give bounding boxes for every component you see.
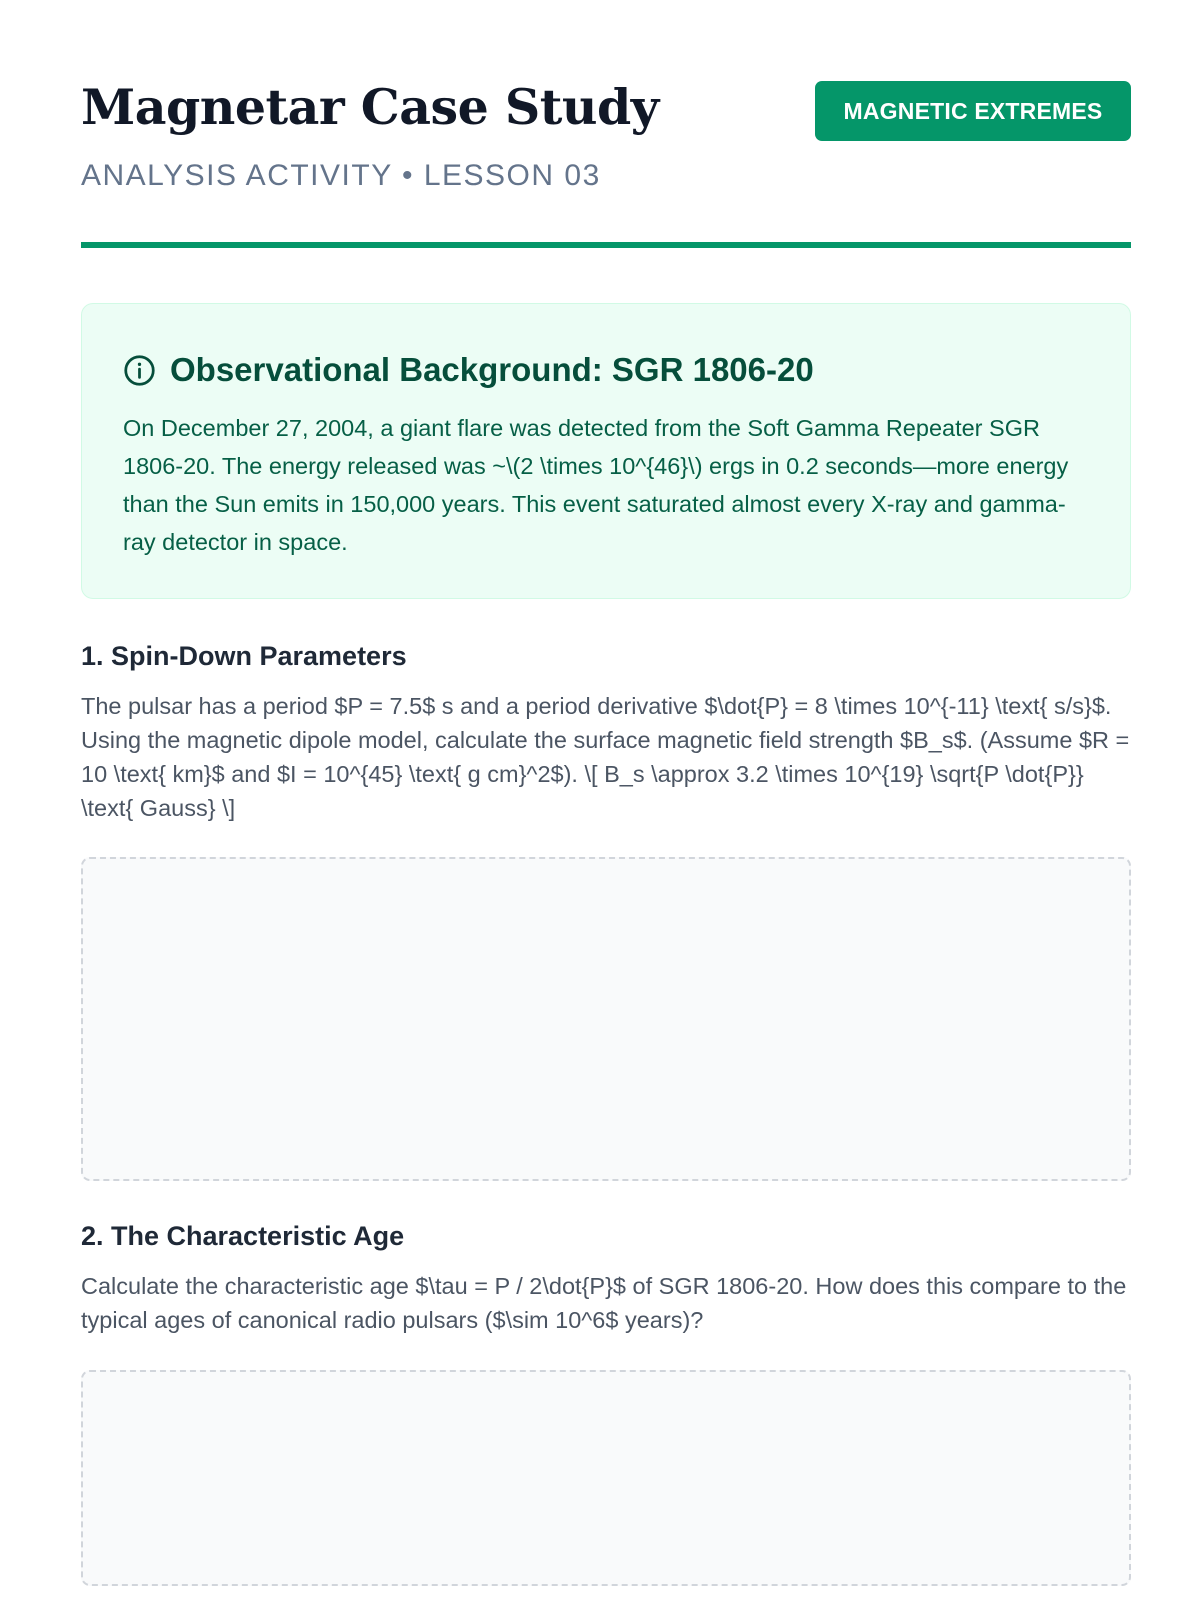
question-2 [81, 1221, 1131, 1337]
answer-area-1[interactable] [81, 857, 1131, 1181]
background-callout [81, 303, 1131, 599]
question-2-title: 2. The Characteristic Age [81, 1221, 405, 1251]
page-subtitle: ANALYSIS ACTIVITY • LESSON 03 [81, 159, 601, 192]
page-title: Magnetar Case Study [81, 78, 659, 136]
question-1-text: The pulsar has a period $P = 7.5$ s and a period derivative $\dot{P} = 8 \times 10^{-11} \text{ s/s}$. Using the magnetic dipole model, calculate the surface magnetic field strength $B_s$. (Assume $R = 10 \text{ km}$ and $I = 10^{45} \text{ g cm}^2$). \[ B_s \approx 3.2 \times 10^{19} \sqrt{P \dot{P}} \text{ Gauss} \] [81, 693, 1130, 821]
topic-badge: MAGNETIC EXTREMES [815, 81, 1131, 141]
answer-area-2[interactable] [81, 1370, 1131, 1586]
callout-header [123, 348, 1090, 392]
question-1-title: 1. Spin-Down Parameters [81, 641, 407, 671]
callout-body: On December 27, 2004, a giant flare was detected from the Soft Gamma Repeater SGR 1806-20. The energy released was ~\(2 \times 10^{46}\) ergs in 0.2 seconds—more energy than the Sun emits in 150,000 years. This event saturated almost every X-ray and gamma-ray detector in space. [123, 415, 1069, 555]
header-divider [81, 242, 1131, 248]
question-2-text: Calculate the characteristic age $\tau = P / 2\dot{P}$ of SGR 1806-20. How does this compare to the typical ages of canonical radio pulsars ($\sim 10^6$ years)? [81, 1273, 1127, 1333]
page-header [81, 0, 1131, 250]
callout-title: Observational Background: SGR 1806-20 [170, 351, 814, 388]
info-icon [123, 354, 156, 387]
question-1 [81, 641, 1131, 825]
worksheet-page [81, 0, 1131, 1333]
